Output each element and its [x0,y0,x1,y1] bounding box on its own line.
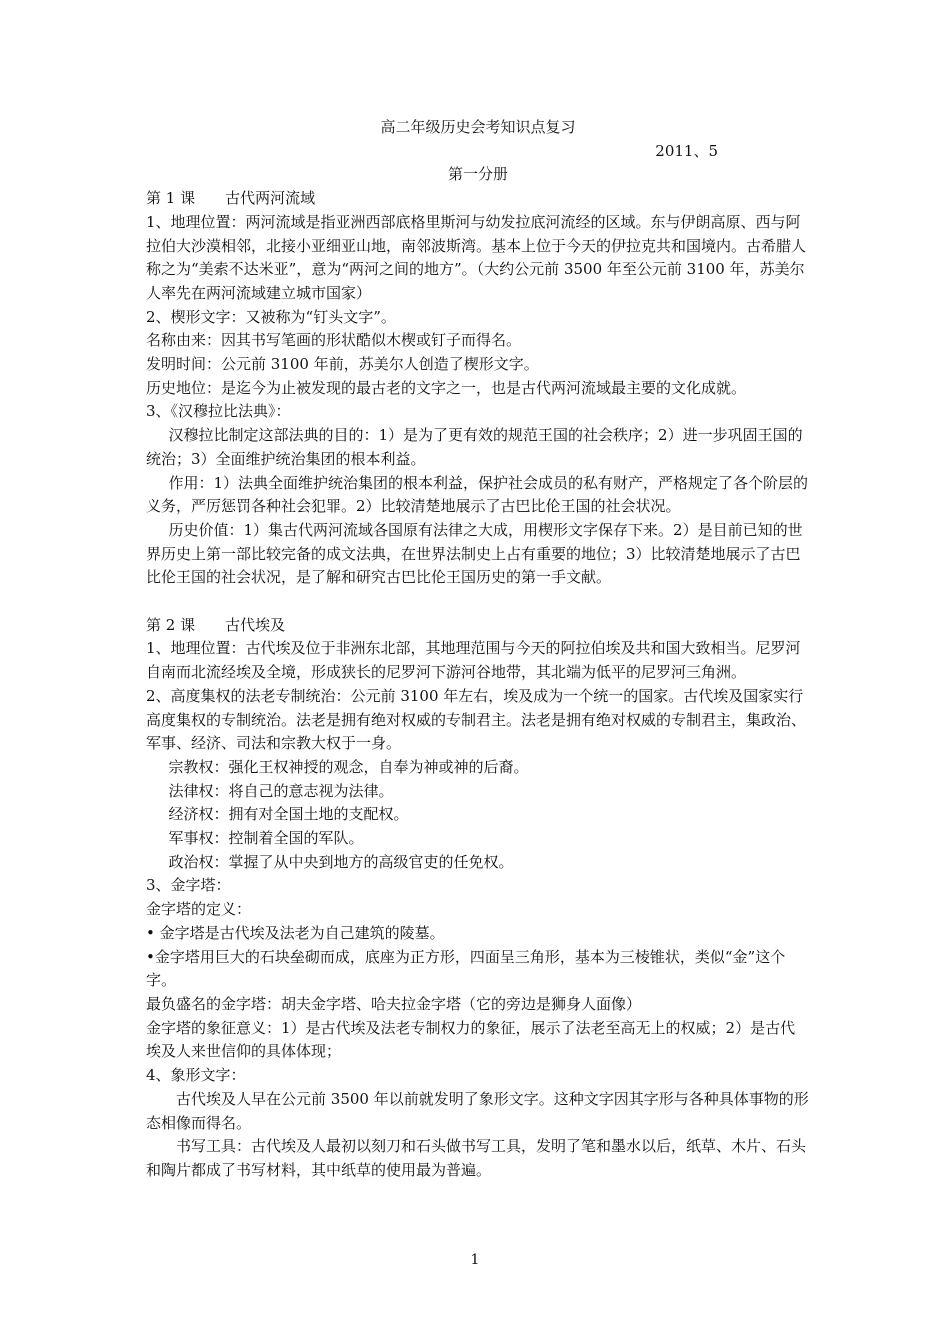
bullet-item: • 金字塔是古代埃及法老为自己建筑的陵墓。 [146,923,445,942]
paragraph: 金字塔的象征意义：1）是古代埃及法老专制权力的象征，展示了法老至高无上的权威；2）是古代埃及人来世信仰的具体体现； [146,1018,796,1061]
lesson-2-heading [146,614,810,638]
document-date: 2011、5 [655,141,718,160]
power-item: 军事权：控制着全国的军队。 [168,829,364,848]
power-item: 经济权：拥有对全国土地的支配权。 [168,805,409,824]
paragraph: 2、楔形文字：又被称为“钉头文字”。 [146,307,396,326]
document-page [146,116,810,1183]
lesson-1-number: 第 1 课 [146,189,196,208]
paragraph: 历史价值：1）集古代两河流域各国原有法律之大成，用楔形文字保存下来。2）是目前已知的世界历史上第一部比较完备的成文法典，在世界法制史上占有重要的地位；3）比较清楚地展示了古巴比伦王国的社会状况，是了解和研究古巴比伦王国历史的第一手文献。 [146,520,803,587]
lesson-1-heading [146,187,810,211]
paragraph: 3、金字塔： [146,876,231,895]
paragraph: 历史地位：是迄今为止被发现的最古老的文字之一，也是古代两河流域最主要的文化成就。 [146,378,747,397]
paragraph: 作用：1）法典全面维护统治集团的根本利益，保护社会成员的私有财产，严格规定了各个阶层的义务，严厉惩罚各种社会犯罪。2）比较清楚地展示了古巴比伦王国的社会状况。 [146,473,809,516]
paragraph: 古代埃及人早在公元前 3500 年以前就发明了象形文字。这种文字因其字形与各种具体事物的形态相像而得名。 [146,1089,809,1132]
paragraph: 书写工具：古代埃及人最初以刻刀和石头做书写工具，发明了笔和墨水以后，纸草、木片、石头和陶片都成了书写材料，其中纸草的使用最为普遍。 [146,1137,807,1179]
power-item: 法律权：将自己的意志视为法律。 [168,781,394,800]
paragraph: 3、《汉穆拉比法典》： [146,402,291,421]
paragraph: 发明时间：公元前 3100 年前，苏美尔人创造了楔形文字。 [146,355,539,374]
page-number: 1 [470,1252,480,1268]
paragraph: 金字塔的定义： [146,900,252,919]
document-title: 高二年级历史会考知识点复习 [380,118,576,136]
paragraph: 名称由来：因其书写笔画的形状酷似木楔或钉子而得名。 [146,331,522,350]
power-item: 政治权：掌握了从中央到地方的高级官吏的任免权。 [168,852,514,871]
paragraph: 2、高度集权的法老专制统治：公元前 3100 年左右，埃及成为一个统一的国家。古代埃及国家实行高度集权的专制统治。法老是拥有绝对权威的专制君主。法老是拥有绝对权威的专制君主，集政治、军事、经济、司法和宗教大权于一身。 [146,686,807,753]
spacer [146,590,810,614]
paragraph: 汉穆拉比制定这部法典的目的：1）是为了更有效的规范王国的社会秩序；2）进一步巩固王国的统治；3）全面维护统治集团的根本利益。 [146,426,803,468]
bullet-item: •金字塔用巨大的石块垒砌而成，底座为正方形，四面呈三角形，基本为三棱锥状，类似“金”这个字。 [146,947,786,990]
paragraph: 1、地理位置：两河流域是指亚洲西部底格里斯河与幼发拉底河流经的区域。东与伊朗高原、西与阿拉伯大沙漠相邻，北接小亚细亚山地，南邻波斯湾。基本上位于今天的伊拉克共和国境内。古希腊人称之为“美索不达米亚”，意为“两河之间的地方”。（大约公元前 3500 年至公元前 3100 年，苏美尔人率先在两河流域建立城市国家） [146,212,807,302]
paragraph: 1、地理位置：古代埃及位于非洲东北部，其地理范围与今天的阿拉伯埃及共和国大致相当。尼罗河自南而北流经埃及全境，形成狭长的尼罗河下游河谷地带，其北端为低平的尼罗河三角洲。 [146,639,801,682]
paragraph: 4、象形文字： [146,1066,246,1085]
power-item: 宗教权：强化王权神授的观念，自奉为神或神的后裔。 [168,757,529,776]
volume-heading: 第一分册 [447,165,508,184]
lesson-2-title: 古代埃及 [225,615,286,634]
paragraph: 最负盛名的金字塔：胡夫金字塔、哈夫拉金字塔（它的旁边是狮身人面像） [146,995,642,1013]
lesson-2-number: 第 2 课 [146,615,196,634]
lesson-1-title: 古代两河流域 [225,189,316,208]
